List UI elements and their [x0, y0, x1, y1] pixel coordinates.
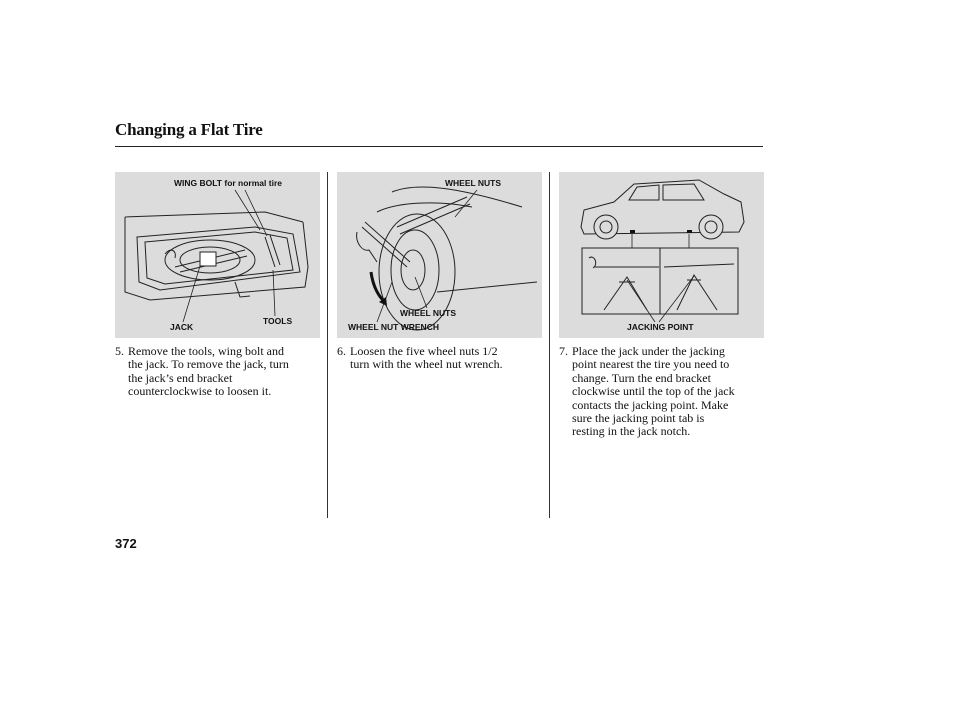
- label-tools: TOOLS: [263, 316, 293, 326]
- column-divider: [327, 172, 328, 518]
- step-text-line: the jack. To remove the jack, turn: [128, 357, 289, 372]
- step-text-line: point nearest the tire you need to: [572, 357, 730, 372]
- step-text-line: the jack’s end bracket: [128, 370, 233, 385]
- label-wheel-nuts-top: WHEEL NUTS: [445, 178, 502, 188]
- step-text-line: Place the jack under the jacking: [572, 344, 725, 358]
- step-text-line: clockwise until the top of the jack: [572, 384, 735, 399]
- figure-jacking-point: [559, 172, 764, 338]
- figure-trunk-jack: [115, 172, 320, 338]
- step-number: 7.: [559, 344, 568, 358]
- step-text-line: counterclockwise to loosen it.: [128, 384, 272, 399]
- column-divider: [549, 172, 550, 518]
- step-text-line: Remove the tools, wing bolt and: [128, 344, 284, 358]
- step-text-line: sure the jacking point tab is: [572, 411, 705, 426]
- step-text-line: turn with the wheel nut wrench.: [350, 357, 503, 372]
- jacking-point-illustration: [559, 172, 764, 338]
- step-number: 6.: [337, 344, 346, 358]
- page-number: 372: [115, 536, 137, 551]
- label-jack: JACK: [170, 322, 194, 332]
- trunk-illustration: [115, 172, 320, 338]
- step-text-line: resting in the jack notch.: [572, 424, 691, 439]
- label-jacking-point: JACKING POINT: [627, 322, 694, 332]
- label-wing-bolt: WING BOLT for normal tire: [174, 178, 282, 188]
- title-rule: [115, 146, 763, 147]
- label-wheel-nuts-mid: WHEEL NUTS: [400, 308, 457, 318]
- page-title: Changing a Flat Tire: [115, 120, 263, 139]
- step-text-line: contacts the jacking point. Make: [572, 397, 729, 412]
- figure-wheel-wrench: [337, 172, 542, 338]
- step-text-line: change. Turn the end bracket: [572, 370, 711, 385]
- step-text-line: Loosen the five wheel nuts 1/2: [350, 344, 498, 358]
- label-wheel-nut-wrench: WHEEL NUT WRENCH: [348, 322, 439, 332]
- step-number: 5.: [115, 344, 124, 358]
